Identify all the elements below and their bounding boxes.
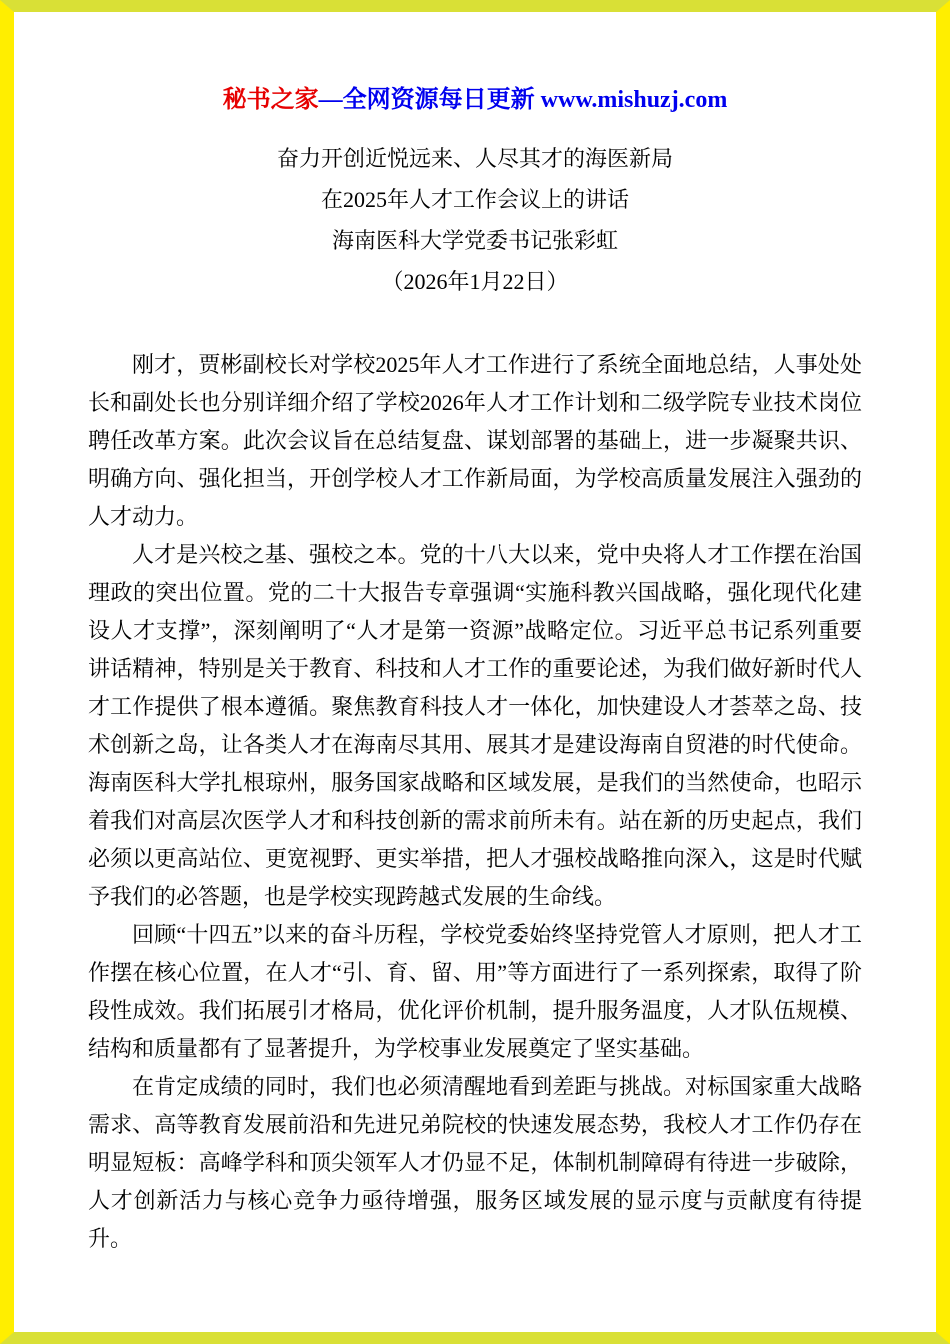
document-body: [88, 346, 862, 1258]
body-paragraph: 回顾“十四五”以来的奋斗历程，学校党委始终坚持党管人才原则，把人才工作摆在核心位置，在人才“引、育、留、用”等方面进行了一系列探索，取得了阶段性成效。我们拓展引才格局，优化评价机制，提升服务温度，人才队伍规模、结构和质量都有了显著提升，为学校事业发展奠定了坚实基础。: [88, 922, 862, 1061]
site-brand-text: 秘书之家: [222, 87, 319, 113]
body-paragraph: 刚才，贾彬副校长对学校2025年人才工作进行了系统全面地总结，人事处处长和副处长也分别详细介绍了学校2026年人才工作计划和二级学院专业技术岗位聘任改革方案。此次会议旨在总结复盘、谋划部署的基础上，进一步凝聚共识、明确方向、强化担当，开创学校人才工作新局面，为学校高质量发展注入强劲的人才动力。: [88, 352, 862, 529]
document-date: （2026年1月22日）: [381, 269, 569, 294]
document-author: 海南医科大学党委书记张彩虹: [331, 228, 618, 253]
document-main-title: 奋力开创近悦远来、人尽其才的海医新局: [276, 146, 673, 171]
site-header-tagline-url: —全网资源每日更新 www.mishuzj.com: [318, 87, 728, 113]
document-title-block: [88, 138, 862, 302]
document-subtitle: 在2025年人才工作会议上的讲话: [320, 187, 629, 212]
body-paragraph: 在肯定成绩的同时，我们也必须清醒地看到差距与挑战。对标国家重大战略需求、高等教育发展前沿和先进兄弟院校的快速发展态势，我校人才工作仍存在明显短板：高峰学科和顶尖领军人才仍显不足，体制机制障碍有待进一步破除，人才创新活力与核心竞争力亟待增强，服务区域发展的显示度与贡献度有待提升。: [88, 1074, 862, 1251]
body-paragraph: 人才是兴校之基、强校之本。党的十八大以来，党中央将人才工作摆在治国理政的突出位置。党的二十大报告专章强调“实施科教兴国战略，强化现代化建设人才支撑”，深刻阐明了“人才是第一资源”战略定位。习近平总书记系列重要讲话精神，特别是关于教育、科技和人才工作的重要论述，为我们做好新时代人才工作提供了根本遵循。聚焦教育科技人才一体化，加快建设人才荟萃之岛、技术创新之岛，让各类人才在海南尽其用、展其才是建设海南自贸港的时代使命。海南医科大学扎根琼州，服务国家战略和区域发展，是我们的当然使命，也昭示着我们对高层次医学人才和科技创新的需求前所未有。站在新的历史起点，我们必须以更高站位、更宽视野、更实举措，把人才强校战略推向深入，这是时代赋予我们的必答题，也是学校实现跨越式发展的生命线。: [88, 542, 862, 909]
site-header: [88, 84, 862, 116]
